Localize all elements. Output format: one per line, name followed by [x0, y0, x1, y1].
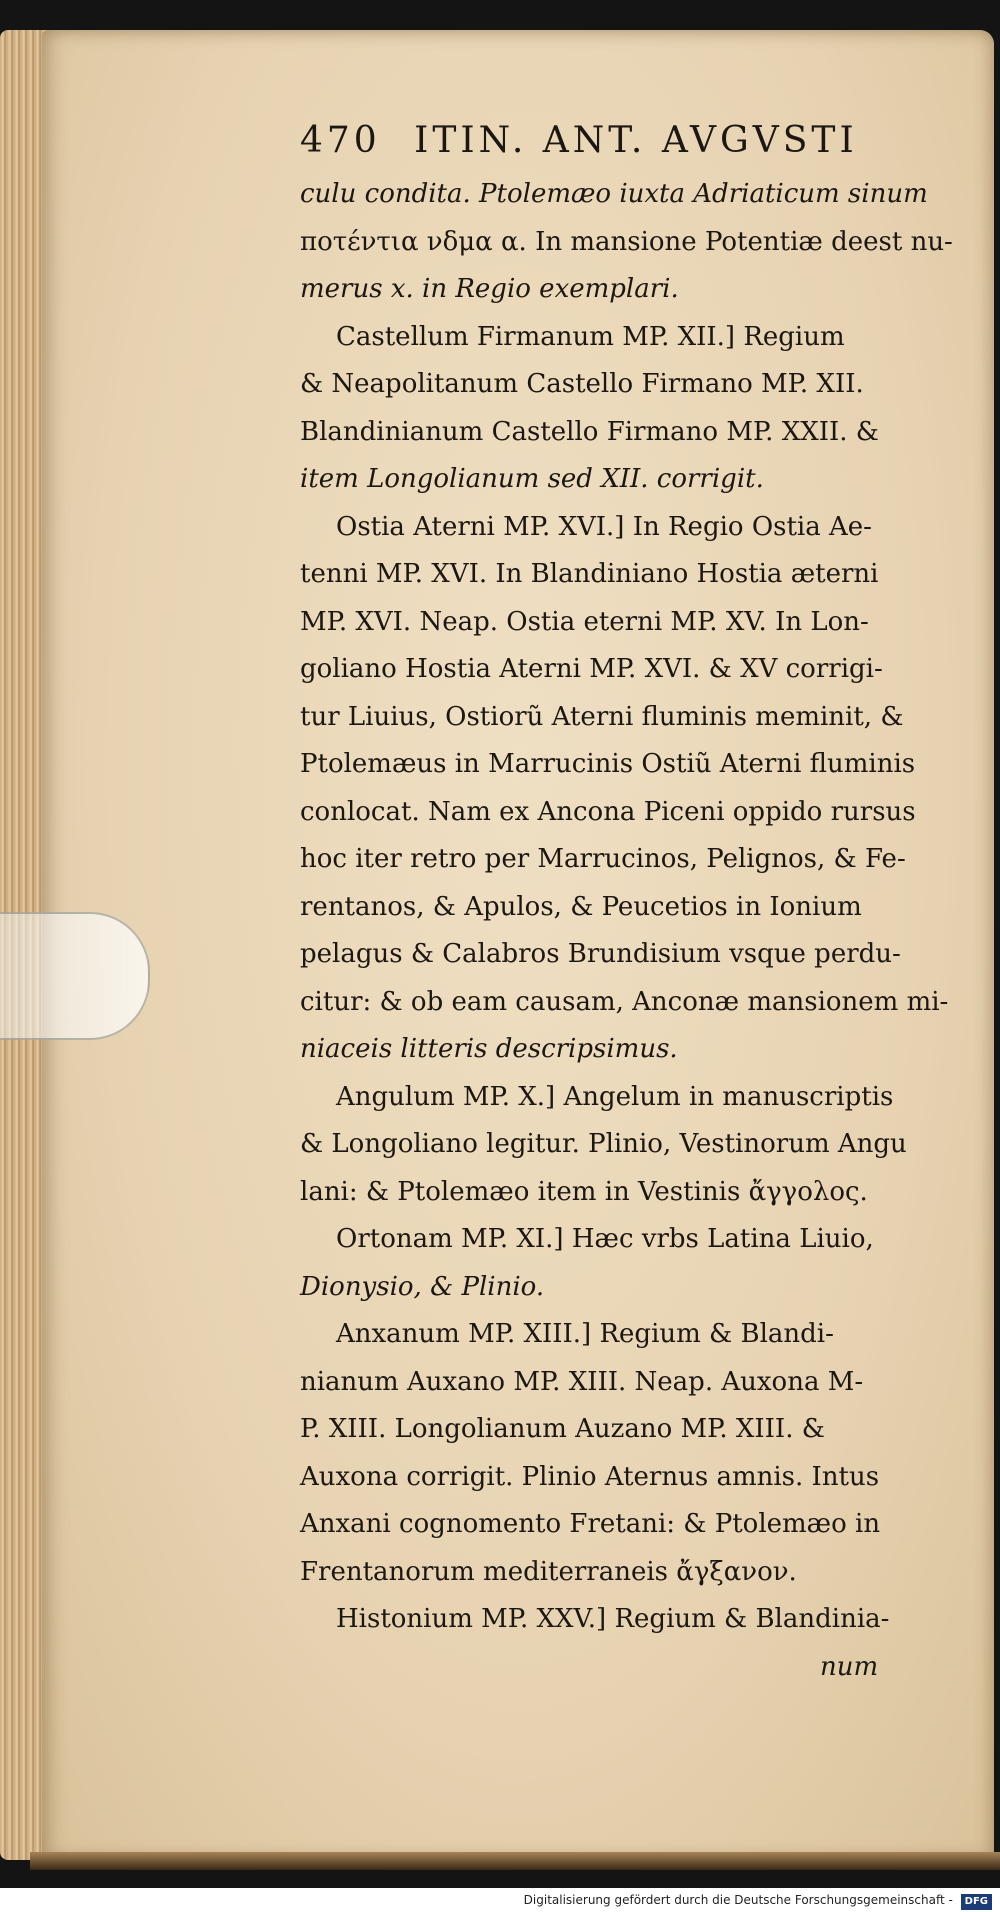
dfg-logo: DFG — [961, 1894, 992, 1910]
text-line: Angulum MP. X.] Angelum in manuscriptis — [336, 1081, 894, 1112]
text-line: Castellum Firmanum MP. XII.] Regium — [336, 321, 845, 352]
text-line: & Neapolitanum Castello Firmano MP. XII. — [300, 369, 864, 399]
text-line: num — [820, 1651, 879, 1682]
text-line: Blandinianum Castello Firmano MP. XXII. & — [300, 416, 879, 447]
text-line: & Longoliano legitur. Plinio, Vestinorum Angu — [300, 1129, 907, 1159]
text-line: Histonium MP. XXV.] Regium & Blandinia- — [336, 1604, 890, 1634]
text-line: nianum Auxano MP. XIII. Neap. Auxona M- — [300, 1366, 864, 1397]
running-head — [300, 120, 980, 161]
text-line: Ostia Aterni MP. XVI.] In Regio Ostia Ae- — [336, 511, 872, 542]
text-line: pelagus & Calabros Brundisium vsque perdu- — [300, 939, 901, 969]
text-line: MP. XVI. Neap. Ostia eterni MP. XV. In Lon- — [300, 606, 869, 637]
text-line: P. XIII. Longolianum Auzano MP. XIII. & — [300, 1414, 825, 1444]
text-line: citur: & ob eam causam, Anconæ mansionem mi- — [300, 986, 949, 1017]
text-line: culu condita. Ptolemæo iuxta Adriaticum sinum — [300, 179, 928, 209]
text-line: item Longolianum sed XII. corrigit. — [300, 464, 764, 494]
text-line: merus x. in Regio exemplari. — [300, 274, 679, 304]
page-number: 470 — [300, 120, 381, 161]
text-line: Frentanorum mediterraneis ἄγξανον. — [300, 1556, 797, 1587]
text-line: Ptolemæus in Marrucinis Ostiũ Aterni fluminis — [300, 749, 916, 779]
text-line: Ortonam MP. XI.] Hæc vrbs Latina Liuio, — [336, 1224, 874, 1254]
text-block — [300, 120, 980, 1691]
text-line: Anxanum MP. XIII.] Regium & Blandi- — [336, 1319, 834, 1349]
text-line: Auxona corrigit. Plinio Aternus amnis. Intus — [300, 1461, 880, 1492]
text-line: Anxani cognomento Fretani: & Ptolemæo in — [300, 1509, 881, 1539]
credit-text: Digitalisierung gefördert durch die Deutsche Forschungsgemeinschaft - — [523, 1893, 953, 1907]
text-line: goliano Hostia Aterni MP. XVI. & XV corrigi- — [300, 654, 883, 684]
text-line: rentanos, & Apulos, & Peucetios in Ionium — [300, 891, 862, 922]
text-line: ποτέντια νδμα α. In mansione Potentiæ deest nu- — [300, 226, 953, 257]
page-clip — [0, 912, 150, 1040]
text-line: lani: & Ptolemæo item in Vestinis ἄγγολος. — [300, 1176, 868, 1207]
text-line: Dionysio, & Plinio. — [300, 1271, 545, 1302]
text-line: tur Liuius, Ostiorũ Aterni fluminis meminit, & — [300, 701, 904, 732]
running-title: ITIN. ANT. AVGVSTI — [414, 120, 858, 161]
digitization-credit-bar — [0, 1888, 1000, 1912]
text-line: hoc iter retro per Marrucinos, Pelignos, & Fe- — [300, 844, 906, 874]
text-line: conlocat. Nam ex Ancona Piceni oppido rursus — [300, 796, 916, 827]
text-line: tenni MP. XVI. In Blandiniano Hostia æterni — [300, 559, 879, 589]
text-line: niaceis litteris descripsimus. — [300, 1034, 678, 1064]
page-bottom-edge — [30, 1852, 1000, 1870]
